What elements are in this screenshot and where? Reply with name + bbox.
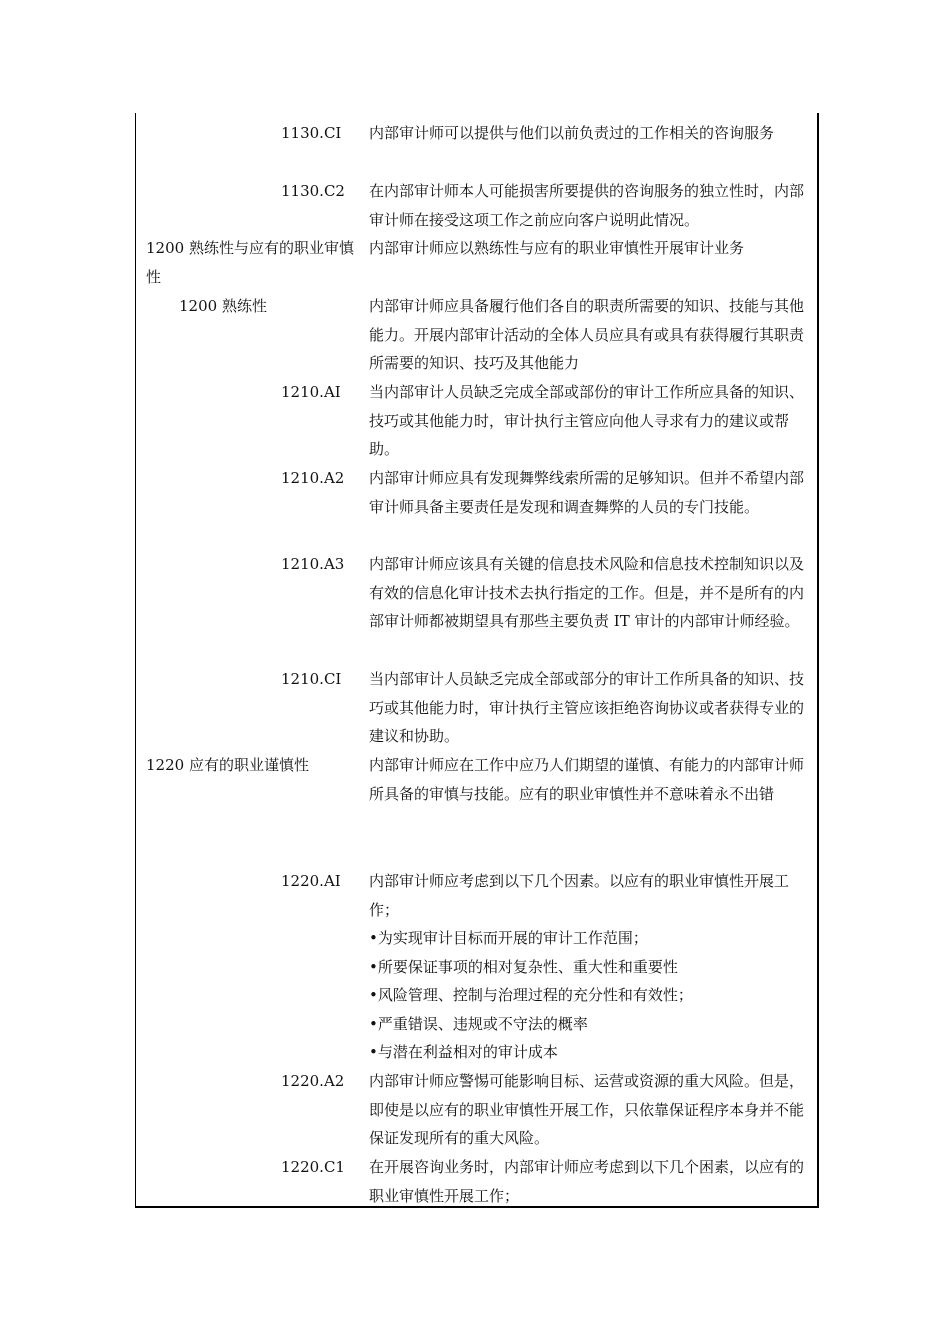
entry-text: 内部审计师应具有发现舞弊线索所需的足够知识。但并不希望内部审计师具备主要责任是发现和调查舞弊的人员的专门技能。 <box>369 469 805 516</box>
section-heading: 1220 应有的职业谨慎性 <box>146 756 309 774</box>
entry-text-block <box>369 867 809 1067</box>
standards-table <box>135 113 819 1208</box>
list-item: •风险管理、控制与治理过程的充分性和有效性； <box>369 986 693 1004</box>
list-item: •与潜在利益相对的审计成本 <box>369 1043 558 1061</box>
entry-code: 1220.AI <box>281 872 341 890</box>
entry-text: 在开展咨询业务时，内部审计师应考虑到以下几个困素，以应有的职业审慎性开展工作； <box>369 1158 805 1205</box>
entry-code: 1130.CI <box>281 124 342 142</box>
list-item: •为实现审计目标而开展的审计工作范围； <box>369 929 648 947</box>
entry-code: 1220.A2 <box>281 1072 345 1090</box>
entry-code: 1130.C2 <box>281 182 345 200</box>
entry-text: 内部审计师应在工作中应乃人们期望的谨慎、有能力的内部审计师所具备的审慎与技能。应有的职业审慎性并不意味着永不出错 <box>369 756 805 803</box>
factor-list <box>369 924 809 1067</box>
entry-code: 1220.C1 <box>281 1158 345 1176</box>
entry-text: 内部审计师应以熟练性与应有的职业审慎性开展审计业务 <box>369 239 745 257</box>
list-item: •所要保证事项的相对复杂性、重大性和重要性 <box>369 957 678 976</box>
entry-text: 内部审计师应该具有关键的信息技术风险和信息技术控制知识以及有效的信息化审计技术去执行指定的工作。但是，并不是所有的内部审计师都被期望具有那些主要负责 IT 审计的内部审计师经验。 <box>369 555 805 630</box>
entry-text: 内部审计师应具备履行他们各自的职责所需要的知识、技能与其他能力。开展内部审计活动的全体人员应具有或具有获得履行其职责所需要的知识、技巧及其他能力 <box>369 297 805 372</box>
entry-code: 1210.CI <box>281 670 342 688</box>
list-item: •严重错误、违规或不守法的概率 <box>369 1014 588 1033</box>
section-heading: 1200 熟练性 <box>179 297 267 315</box>
entry-text: 内部审计师应警惕可能影响目标、运营或资源的重大风险。但是，即使是以应有的职业审慎性开展工作，只依靠保证程序本身并不能保证发现所有的重大风险。 <box>369 1072 805 1147</box>
entry-text: 在内部审计师本人可能损害所要提供的咨询服务的独立性时，内部审计师在接受这项工作之前应向客户说明此情况。 <box>369 182 805 229</box>
section-heading: 1200 熟练性与应有的职业审慎性 <box>146 239 354 286</box>
entry-code: 1210.A3 <box>281 555 345 573</box>
entry-text: 当内部审计人员缺乏完成全部或部分的审计工作所具备的知识、技巧或其他能力时，审计执行主管应该拒绝咨询协议或者获得专业的建议和协助。 <box>369 670 805 745</box>
entry-code: 1210.AI <box>281 383 341 401</box>
entry-text: 当内部审计人员缺乏完成全部或部份的审计工作所应具备的知识、技巧或其他能力时，审计执行主管应向他人寻求有力的建议或帮助。 <box>369 383 805 458</box>
entry-text: 内部审计师可以提供与他们以前负责过的工作相关的咨询服务 <box>369 124 775 142</box>
entry-code: 1210.A2 <box>281 469 345 487</box>
entry-text: 内部审计师应考虑到以下几个因素。以应有的职业审慎性开展工作； <box>369 872 790 919</box>
